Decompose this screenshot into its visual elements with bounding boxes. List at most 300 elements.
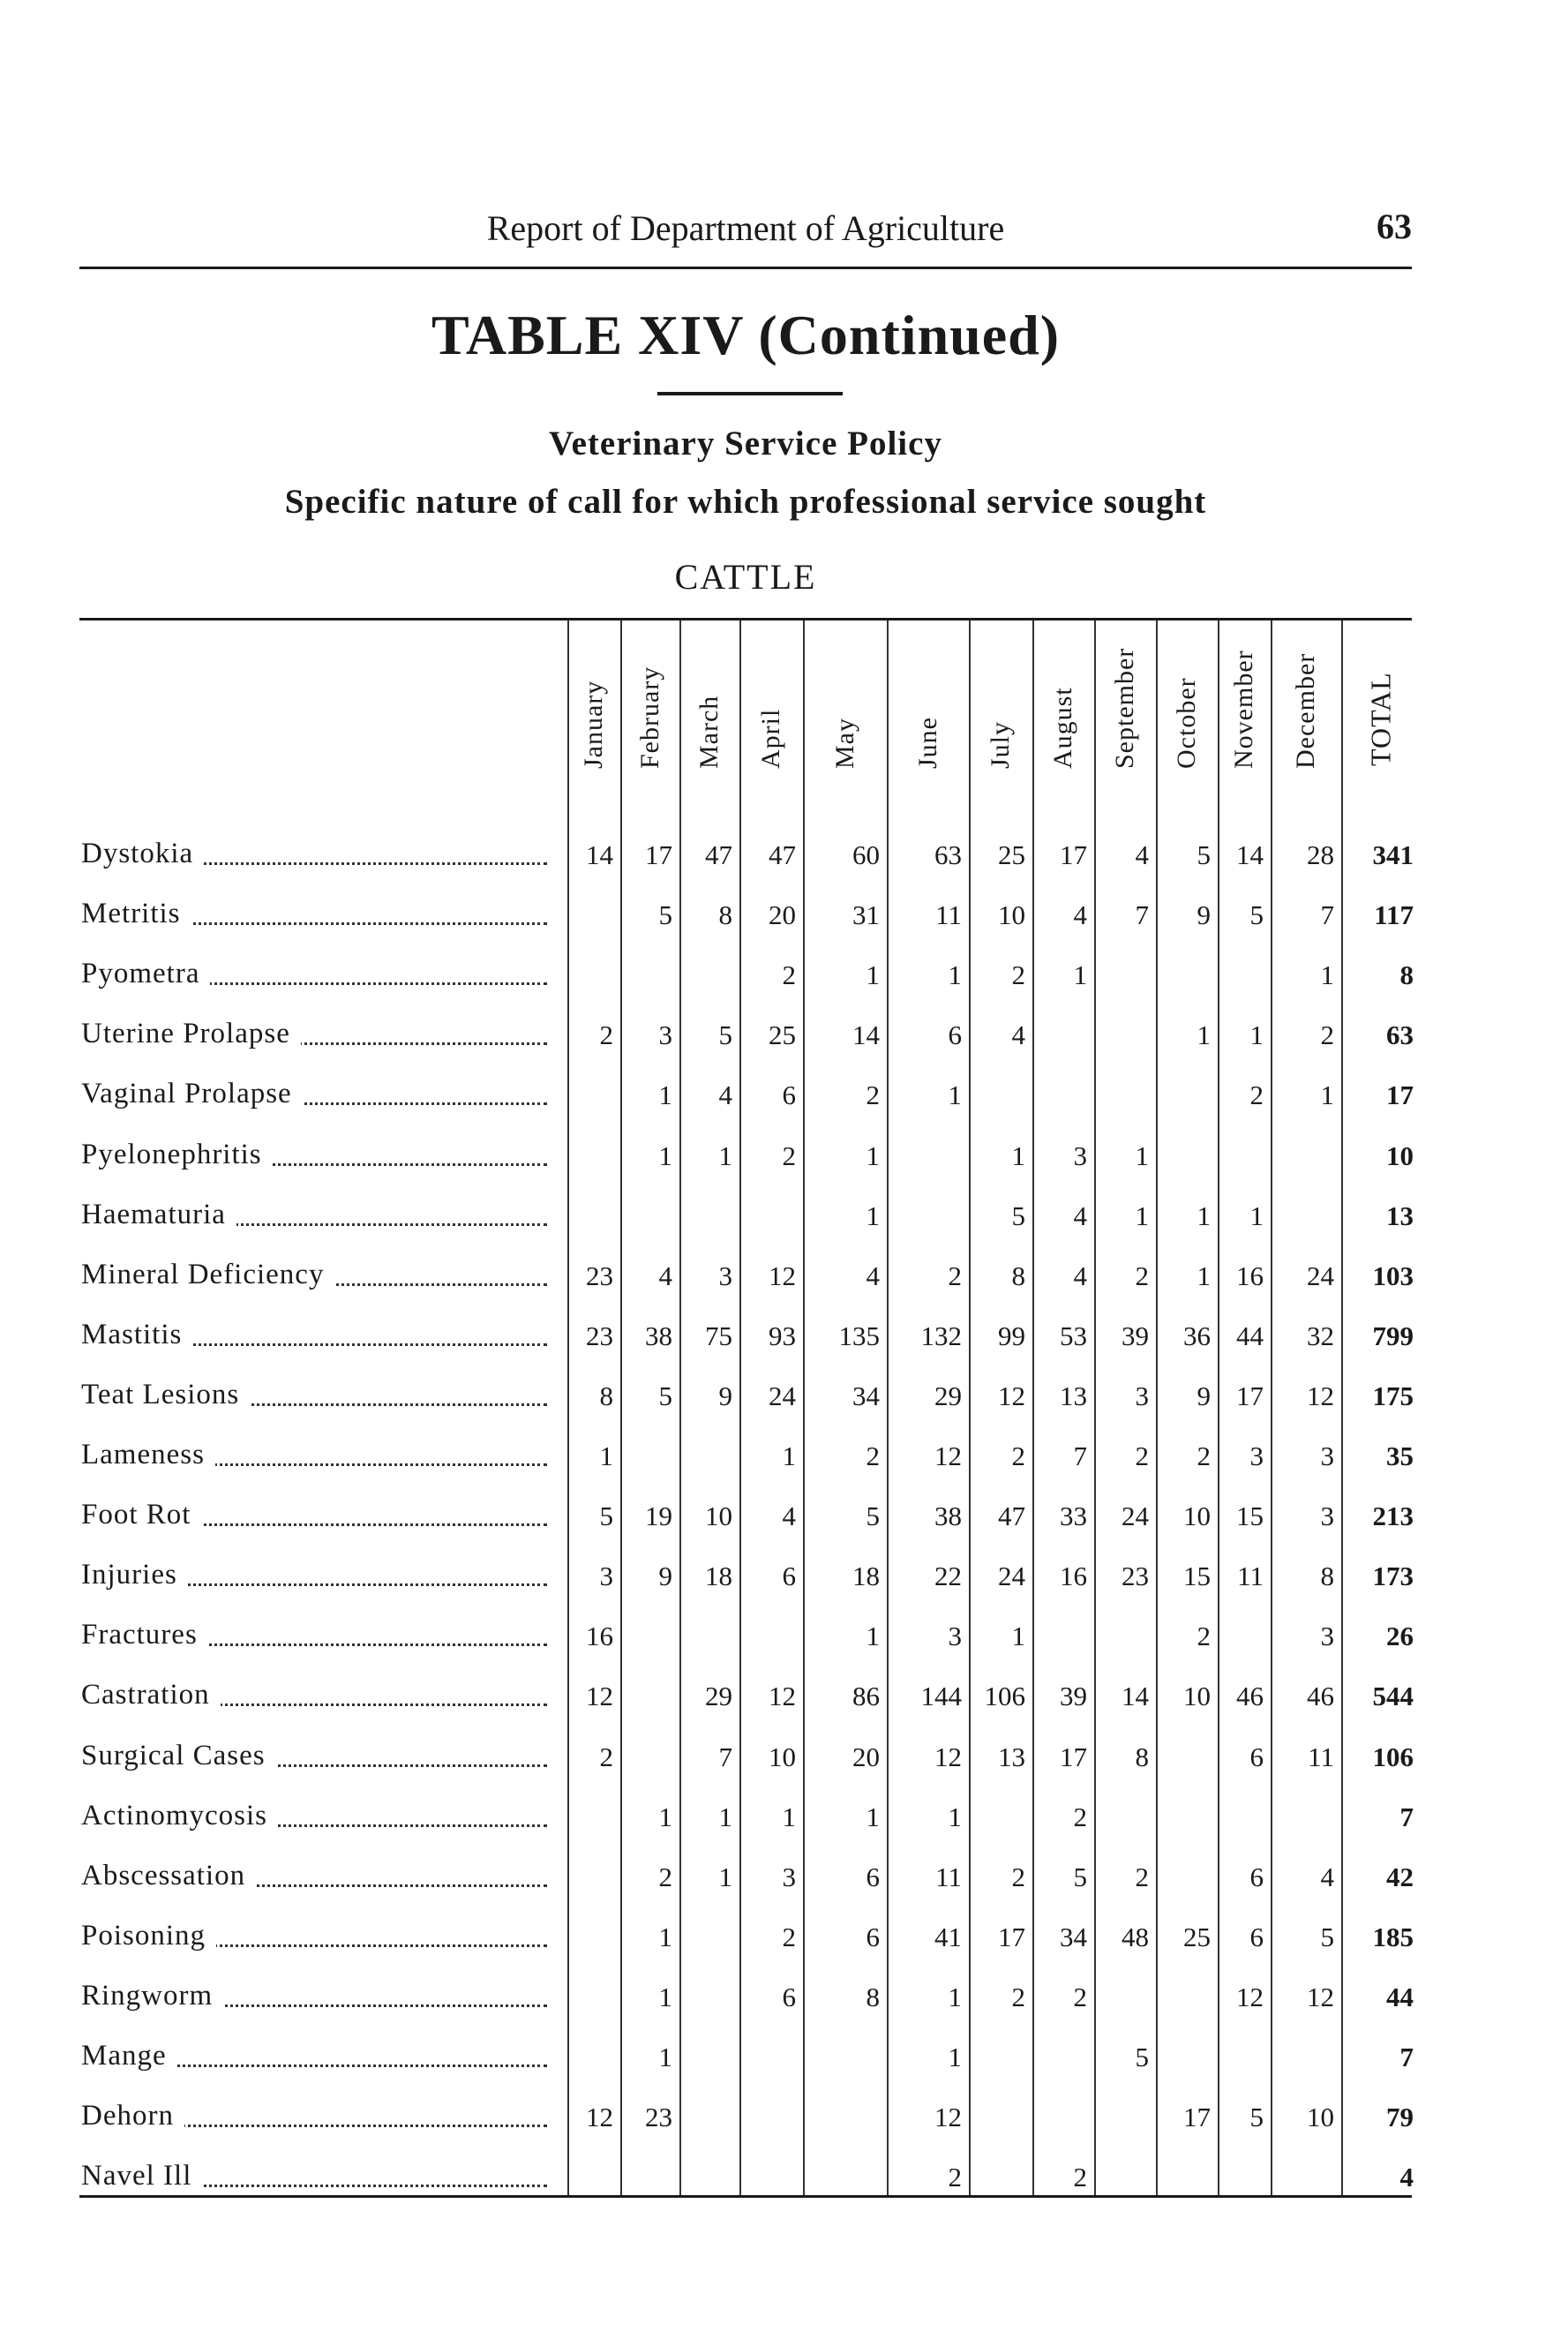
row-label [81, 1980, 547, 2015]
cell-march: 9 [718, 1380, 732, 1411]
cell-total: 63 [1386, 1019, 1414, 1051]
cell-august: 5 [1073, 1861, 1087, 1892]
cell-november: 3 [1249, 1440, 1264, 1471]
cell-april: 25 [769, 1019, 796, 1051]
row-label [81, 1319, 547, 1354]
cell-total: 7 [1399, 1801, 1414, 1832]
cell-total: 544 [1372, 1681, 1414, 1712]
cell-may: 135 [838, 1320, 880, 1351]
table-row [0, 1546, 1568, 1606]
row-label-text: Mastitis [81, 1319, 192, 1350]
cell-august: 17 [1060, 1741, 1087, 1772]
row-label [81, 1199, 547, 1234]
cell-july: 10 [998, 899, 1025, 931]
row-label-text: Mineral Deficiency [81, 1259, 334, 1290]
cell-february: 5 [658, 1380, 672, 1411]
cell-june: 11 [935, 1861, 962, 1892]
cell-may: 1 [866, 1200, 880, 1231]
cell-june: 1 [948, 959, 962, 991]
cell-january: 2 [599, 1019, 613, 1051]
row-label-text: Pyelonephritis [81, 1139, 273, 1170]
cell-november: 2 [1249, 1079, 1264, 1111]
table-row [0, 2087, 1568, 2147]
cell-august: 17 [1060, 839, 1087, 870]
cell-april: 2 [782, 1921, 796, 1952]
column-header-april [739, 620, 803, 806]
cell-may: 2 [866, 1079, 880, 1111]
cell-may: 86 [852, 1681, 880, 1712]
column-header-october [1156, 620, 1218, 806]
cell-september: 8 [1135, 1741, 1149, 1772]
table-row [0, 1246, 1568, 1306]
cell-january: 23 [586, 1260, 613, 1291]
cell-june: 41 [934, 1921, 962, 1952]
row-label [81, 1439, 547, 1474]
cell-total: 213 [1372, 1500, 1414, 1532]
cell-august: 53 [1060, 1320, 1087, 1351]
cell-june: 12 [934, 2102, 962, 2133]
column-header-march [679, 620, 739, 806]
cell-december: 1 [1320, 959, 1334, 991]
cell-september: 2 [1135, 1260, 1149, 1291]
cell-june: 2 [948, 1260, 962, 1291]
cell-february: 1 [658, 1981, 672, 2012]
column-header-label: October [1172, 677, 1201, 769]
cell-december: 7 [1320, 899, 1334, 931]
cell-february: 5 [658, 899, 672, 931]
cell-may: 20 [852, 1741, 880, 1772]
cell-october: 1 [1197, 1019, 1211, 1051]
cell-august: 4 [1073, 1260, 1087, 1291]
cell-october: 10 [1183, 1681, 1211, 1712]
cell-january: 1 [599, 1440, 613, 1471]
cell-september: 1 [1135, 1139, 1149, 1171]
column-header-label: November [1229, 650, 1258, 769]
cell-may: 8 [866, 1981, 880, 2012]
cell-november: 46 [1236, 1681, 1264, 1712]
cell-may: 18 [852, 1561, 880, 1592]
column-header-february [620, 620, 679, 806]
cell-total: 10 [1386, 1139, 1414, 1171]
cell-total: 79 [1386, 2102, 1414, 2133]
cell-total: 799 [1372, 1320, 1414, 1351]
row-label-text: Fractures [81, 1619, 208, 1651]
row-label-text: Foot Rot [81, 1499, 201, 1531]
row-label-text: Metritis [81, 898, 191, 929]
table-row [0, 1787, 1568, 1847]
cell-september: 3 [1135, 1380, 1149, 1411]
cell-december: 2 [1320, 1019, 1334, 1051]
cell-may: 6 [866, 1921, 880, 1952]
cell-april: 6 [782, 1981, 796, 2012]
cell-september: 7 [1135, 899, 1149, 931]
cell-february: 3 [658, 1019, 672, 1051]
table-row [0, 1666, 1568, 1726]
cell-october: 1 [1197, 1200, 1211, 1231]
cell-september: 1 [1135, 1200, 1149, 1231]
cell-march: 4 [718, 1079, 732, 1111]
row-label-text: Mange [81, 2040, 177, 2072]
subtitle-policy: Veterinary Service Policy [549, 425, 942, 463]
cell-january: 12 [586, 1681, 613, 1712]
cell-april: 12 [769, 1260, 796, 1291]
cell-october: 1 [1197, 1260, 1211, 1291]
cell-february: 2 [658, 1861, 672, 1892]
cell-november: 16 [1236, 1260, 1264, 1291]
cell-august: 7 [1073, 1440, 1087, 1471]
cell-total: 103 [1372, 1260, 1414, 1291]
cell-january: 5 [599, 1500, 613, 1532]
cell-total: 26 [1386, 1621, 1414, 1652]
cell-september: 2 [1135, 1440, 1149, 1471]
cell-april: 1 [782, 1440, 796, 1471]
cell-november: 12 [1236, 1981, 1264, 2012]
cell-may: 14 [852, 1019, 880, 1051]
cell-october: 36 [1183, 1320, 1211, 1351]
column-header-label: August [1048, 687, 1077, 769]
cell-october: 9 [1197, 899, 1211, 931]
cell-september: 39 [1122, 1320, 1149, 1351]
cell-february: 19 [645, 1500, 672, 1532]
cell-march: 47 [705, 839, 732, 870]
cell-march: 7 [718, 1741, 732, 1772]
cell-june: 11 [935, 899, 962, 931]
cell-june: 6 [948, 1019, 962, 1051]
cell-february: 1 [658, 2042, 672, 2072]
row-label [81, 1860, 547, 1895]
cell-december: 3 [1320, 1440, 1334, 1471]
cell-total: 4 [1399, 2162, 1414, 2193]
column-header-total [1341, 620, 1421, 806]
cell-july: 1 [1011, 1621, 1025, 1652]
cell-august: 4 [1073, 1200, 1087, 1231]
table-row [0, 1306, 1568, 1366]
cell-november: 5 [1249, 2102, 1264, 2133]
cell-march: 8 [718, 899, 732, 931]
cell-july: 99 [998, 1320, 1025, 1351]
cell-total: 117 [1374, 899, 1414, 931]
cell-january: 23 [586, 1320, 613, 1351]
cell-july: 1 [1011, 1139, 1025, 1171]
cell-march: 29 [705, 1681, 732, 1712]
table-row [0, 1606, 1568, 1666]
row-label-text: Teat Lesions [81, 1379, 250, 1410]
cell-june: 1 [948, 1801, 962, 1832]
cell-june: 38 [934, 1500, 962, 1532]
cell-july: 13 [998, 1741, 1025, 1772]
table-row [0, 2147, 1568, 2207]
cell-total: 185 [1372, 1921, 1414, 1952]
cell-april: 12 [769, 1681, 796, 1712]
cell-august: 2 [1073, 2162, 1087, 2193]
cell-july: 17 [998, 1921, 1025, 1952]
cell-october: 2 [1197, 1621, 1211, 1652]
column-header-august [1032, 620, 1094, 806]
cell-august: 2 [1073, 1801, 1087, 1832]
cell-june: 144 [920, 1681, 962, 1712]
table-row [0, 1967, 1568, 2027]
cell-september: 5 [1135, 2042, 1149, 2072]
cell-december: 5 [1320, 1921, 1334, 1952]
cell-august: 1 [1073, 959, 1087, 991]
cell-july: 8 [1011, 1260, 1025, 1291]
cell-august: 2 [1073, 1981, 1087, 2012]
row-label [81, 1740, 547, 1775]
cell-may: 6 [866, 1861, 880, 1892]
cell-june: 29 [934, 1380, 962, 1411]
column-header-label: January [579, 680, 608, 769]
cell-october: 10 [1183, 1500, 1211, 1532]
cell-april: 4 [782, 1500, 796, 1532]
row-label [81, 2100, 547, 2135]
cell-september: 2 [1135, 1861, 1149, 1892]
cell-february: 9 [658, 1561, 672, 1592]
table-row [0, 1847, 1568, 1907]
subtitle-description: Specific nature of call for which professional service sought [284, 483, 1207, 521]
cell-december: 1 [1320, 1079, 1334, 1111]
row-label-text: Vaginal Prolapse [81, 1078, 303, 1109]
cell-october: 9 [1197, 1380, 1211, 1411]
cell-april: 93 [769, 1320, 796, 1351]
column-header-may [803, 620, 887, 806]
column-header-june [887, 620, 969, 806]
cell-november: 6 [1249, 1921, 1264, 1952]
section-title: CATTLE [674, 557, 817, 597]
cell-july: 2 [1011, 1861, 1025, 1892]
cell-march: 10 [705, 1500, 732, 1532]
cell-june: 1 [948, 1079, 962, 1111]
table-row [0, 1907, 1568, 1967]
cell-february: 1 [658, 1921, 672, 1952]
cell-december: 10 [1307, 2102, 1334, 2133]
cell-total: 17 [1386, 1079, 1414, 1111]
cell-july: 4 [1011, 1019, 1025, 1051]
column-header-label: September [1110, 647, 1139, 769]
cell-may: 1 [866, 1621, 880, 1652]
column-header-label: February [634, 666, 664, 769]
table-row [0, 825, 1568, 885]
cell-march: 1 [718, 1801, 732, 1832]
row-label-text: Surgical Cases [81, 1740, 276, 1771]
row-label-text: Castration [81, 1679, 221, 1711]
column-header-september [1094, 620, 1156, 806]
cell-august: 16 [1060, 1561, 1087, 1592]
table-title: TABLE XIV (Continued) [431, 304, 1061, 366]
cell-february: 4 [658, 1260, 672, 1291]
cell-april: 24 [769, 1380, 796, 1411]
cell-april: 6 [782, 1561, 796, 1592]
cell-april: 2 [782, 959, 796, 991]
row-label-text: Actinomycosis [81, 1800, 278, 1831]
cell-august: 39 [1060, 1681, 1087, 1712]
cell-may: 2 [866, 1440, 880, 1471]
row-label [81, 1920, 547, 1955]
cell-october: 25 [1183, 1921, 1211, 1952]
column-header-label: December [1291, 652, 1320, 769]
running-title: Report of Department of Agriculture [486, 208, 1005, 248]
cell-february: 1 [658, 1801, 672, 1832]
cell-october: 5 [1197, 839, 1211, 870]
cell-april: 20 [769, 899, 796, 931]
cell-april: 10 [769, 1741, 796, 1772]
cell-total: 13 [1386, 1200, 1414, 1231]
cell-august: 34 [1060, 1921, 1087, 1952]
cell-may: 5 [866, 1500, 880, 1532]
cell-december: 8 [1320, 1561, 1334, 1592]
cell-june: 63 [934, 839, 962, 870]
cell-total: 341 [1372, 839, 1414, 870]
column-header-label: May [829, 718, 859, 769]
cell-may: 34 [852, 1380, 880, 1411]
cell-february: 1 [658, 1079, 672, 1111]
cell-december: 3 [1320, 1500, 1334, 1532]
cell-december: 46 [1307, 1681, 1334, 1712]
cell-september: 14 [1122, 1681, 1149, 1712]
cell-july: 106 [984, 1681, 1025, 1712]
row-label [81, 2160, 547, 2195]
row-label-text: Haematuria [81, 1199, 236, 1230]
cell-january: 8 [599, 1380, 613, 1411]
cell-may: 4 [866, 1260, 880, 1291]
cell-may: 1 [866, 959, 880, 991]
cell-february: 17 [645, 839, 672, 870]
cell-november: 15 [1236, 1500, 1264, 1532]
cell-june: 12 [934, 1741, 962, 1772]
cell-total: 8 [1399, 959, 1414, 991]
column-header-july [969, 620, 1032, 806]
cell-july: 2 [1011, 1440, 1025, 1471]
cell-june: 132 [920, 1320, 962, 1351]
row-label-text: Injuries [81, 1559, 188, 1591]
cell-march: 3 [718, 1260, 732, 1291]
row-label [81, 1139, 547, 1174]
cell-january: 3 [599, 1561, 613, 1592]
cell-april: 2 [782, 1139, 796, 1171]
cell-november: 17 [1236, 1380, 1264, 1411]
row-label [81, 1078, 547, 1113]
cell-august: 13 [1060, 1380, 1087, 1411]
cell-november: 44 [1236, 1320, 1264, 1351]
cell-june: 12 [934, 1440, 962, 1471]
cell-february: 1 [658, 1139, 672, 1171]
cell-november: 14 [1236, 839, 1264, 870]
row-label-text: Ringworm [81, 1980, 223, 2012]
cell-november: 11 [1237, 1561, 1264, 1592]
cell-total: 44 [1386, 1981, 1414, 2012]
cell-september: 24 [1122, 1500, 1149, 1532]
cell-march: 1 [718, 1139, 732, 1171]
cell-june: 22 [934, 1561, 962, 1592]
cell-december: 12 [1307, 1981, 1334, 2012]
cell-november: 6 [1249, 1861, 1264, 1892]
cell-march: 75 [705, 1320, 732, 1351]
cell-june: 1 [948, 1981, 962, 2012]
cell-total: 173 [1372, 1561, 1414, 1592]
row-label-text: Dehorn [81, 2100, 184, 2132]
cell-may: 1 [866, 1139, 880, 1171]
table-row [0, 1186, 1568, 1246]
cell-january: 16 [586, 1621, 613, 1652]
cell-total: 7 [1399, 2042, 1414, 2072]
row-label [81, 1018, 547, 1053]
cell-december: 24 [1307, 1260, 1334, 1291]
cell-september: 4 [1135, 839, 1149, 870]
cell-june: 1 [948, 2042, 962, 2072]
header-rule [79, 267, 1412, 269]
cell-july: 24 [998, 1561, 1025, 1592]
column-header-january [567, 620, 620, 806]
row-label [81, 1679, 547, 1714]
cell-august: 33 [1060, 1500, 1087, 1532]
column-header-label: June [912, 717, 942, 769]
cell-august: 4 [1073, 899, 1087, 931]
cell-july: 5 [1011, 1200, 1025, 1231]
cell-january: 14 [586, 839, 613, 870]
cell-december: 12 [1307, 1380, 1334, 1411]
row-label [81, 1619, 547, 1654]
cell-august: 3 [1073, 1139, 1087, 1171]
cell-november: 1 [1249, 1019, 1264, 1051]
cell-december: 4 [1320, 1861, 1334, 1892]
cell-october: 17 [1183, 2102, 1211, 2133]
cell-march: 5 [718, 1019, 732, 1051]
cell-october: 15 [1183, 1561, 1211, 1592]
row-label [81, 1379, 547, 1414]
cell-november: 5 [1249, 899, 1264, 931]
cell-total: 106 [1372, 1741, 1414, 1772]
column-header-label: July [986, 720, 1015, 769]
table-row [0, 1005, 1568, 1065]
cell-total: 35 [1386, 1440, 1414, 1471]
cell-total: 175 [1372, 1380, 1414, 1411]
cell-december: 11 [1308, 1741, 1334, 1772]
row-label [81, 838, 547, 873]
table-row [0, 945, 1568, 1005]
cell-july: 25 [998, 839, 1025, 870]
cell-july: 2 [1011, 959, 1025, 991]
cell-march: 18 [705, 1561, 732, 1592]
row-label-text: Dystokia [81, 838, 204, 869]
cell-july: 47 [998, 1500, 1025, 1532]
cell-november: 1 [1249, 1200, 1264, 1231]
row-label [81, 1259, 547, 1294]
row-label-text: Abscessation [81, 1860, 256, 1892]
cell-april: 1 [782, 1801, 796, 1832]
column-header-december [1271, 620, 1341, 806]
running-head [79, 199, 1412, 252]
cell-october: 2 [1197, 1440, 1211, 1471]
column-header-label: April [756, 708, 785, 769]
row-label [81, 1559, 547, 1594]
cell-september: 23 [1122, 1561, 1149, 1592]
cell-may: 1 [866, 1801, 880, 1832]
row-label-text: Navel Ill [81, 2160, 202, 2192]
title-rule [657, 392, 843, 395]
column-header-november [1218, 620, 1271, 806]
column-header-label: March [694, 695, 724, 769]
cell-december: 3 [1320, 1621, 1334, 1652]
cell-may: 31 [852, 899, 880, 931]
row-label [81, 2040, 547, 2075]
table-row [0, 1486, 1568, 1546]
cell-december: 32 [1307, 1320, 1334, 1351]
cell-june: 2 [948, 2162, 962, 2193]
cell-february: 23 [645, 2102, 672, 2133]
table-row [0, 885, 1568, 945]
cell-april: 6 [782, 1079, 796, 1111]
row-label [81, 958, 547, 993]
cell-may: 60 [852, 839, 880, 870]
